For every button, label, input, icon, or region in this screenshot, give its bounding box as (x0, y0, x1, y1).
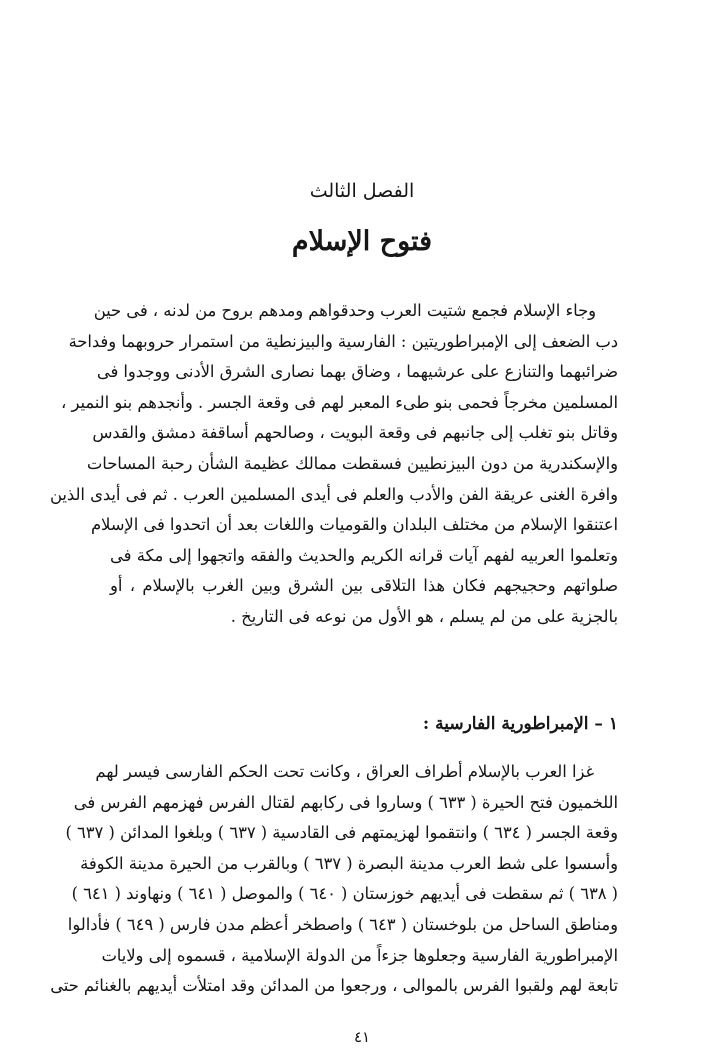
text-line: ضرائبهما والتنازع على عرشيهما ، وضاق بهما نصارى الشرق الأدنى ووجدوا فى (96, 362, 618, 382)
text-line: المسلمين مخرجاً فحمى بنو طىء المعبر لهم فى وقعة الجسر . وأنجدهم بنو النمير ، (61, 392, 618, 412)
chapter-label: الفصل الثالث (309, 180, 415, 202)
text-line: ومناطق الساحل من بلوخستان ( ٦٤٣ ) واصطخر أعظم مدن فارس ( ٦٤٩ ) فأدالوا (67, 914, 618, 934)
text-line: وجاء الإسلام فجمع شتيت العرب وحدقواهم ومدهم بروح من لدنه ، فى حين (93, 301, 596, 320)
text-line: اللخميون فتح الحيرة ( ٦٣٣ ) وساروا فى ركابهم لقتال الفرس فهزمهم الفرس فى (73, 792, 618, 812)
section-heading: ١ – الإمبراطورية الفارسية : (422, 714, 618, 734)
chapter-title: فتوح الإسلام (291, 226, 433, 257)
text-line: وافرة الغنى عريقة الفن والأدب والعلم فى أيدى المسلمين العرب . ثم فى أيدى الذين (49, 484, 618, 504)
text-line: والإسكندرية من دون البيزنطيين فسقطت ممالك عظيمة الشأن رحبة المساحات (86, 453, 618, 473)
text-line: اعتنقوا الإسلام من مختلف البلدان والقوميات واللغات بعد أن اتحدوا فى الإسلام (90, 515, 618, 535)
text-line: صلواتهم وحجيجهم فكان هذا التلاقى بين الشرق وبين الغرب بالإسلام ، أو (110, 576, 618, 596)
text-line: وقاتل بنو تغلب إلى جانبهم فى وقعة البويت ، وصالحهم أساقفة دمشق والقدس (92, 423, 618, 443)
text-line: دب الضعف إلى الإمبراطوريتين : الفارسية والبيزنطية من استمرار حروبهما وفداحة (68, 331, 618, 351)
text-line: وتعلموا العربيه لفهم آيات قرانه الكريم والحديث والفقه واتجهوا إلى مكة فى (110, 545, 618, 565)
text-line: تابعة لهم ولقبوا الفرس بالموالى ، ورجعوا من المدائن وقد امتلأت أيديهم بالغنائم حتى (50, 976, 618, 996)
text-line: وأسسوا على شط العرب مدينة البصرة ( ٦٣٧ ) وبالقرب من الحيرة مدينة الكوفة (80, 853, 618, 873)
text-line: غزا العرب بالإسلام أطراف العراق ، وكانت تحت الحكم الفارسى فيسر لهم (95, 762, 594, 781)
intro-paragraph (49, 296, 618, 633)
page-number: ٤١ (353, 1028, 371, 1046)
text-line: بالجزية على من لم يسلم ، هو الأول من نوعه فى التاريخ . (230, 606, 618, 626)
section-paragraph (50, 757, 618, 1002)
text-line: وقعة الجسر ( ٦٣٤ ) وانتقموا لهزيمتهم فى القادسية ( ٦٣٧ ) وبلغوا المدائن ( ٦٣٧ ) (65, 823, 618, 843)
text-line: ( ٦٣٨ ) ثم سقطت فى أيديهم خوزستان ( ٦٤٠ ) والموصل ( ٦٤١ ) ونهاوند ( ٦٤١ ) (71, 884, 618, 904)
text-line: الإمبراطورية الفارسية وجعلوها جزءاً من الدولة الإسلامية ، قسموه إلى ولايات (101, 945, 618, 965)
